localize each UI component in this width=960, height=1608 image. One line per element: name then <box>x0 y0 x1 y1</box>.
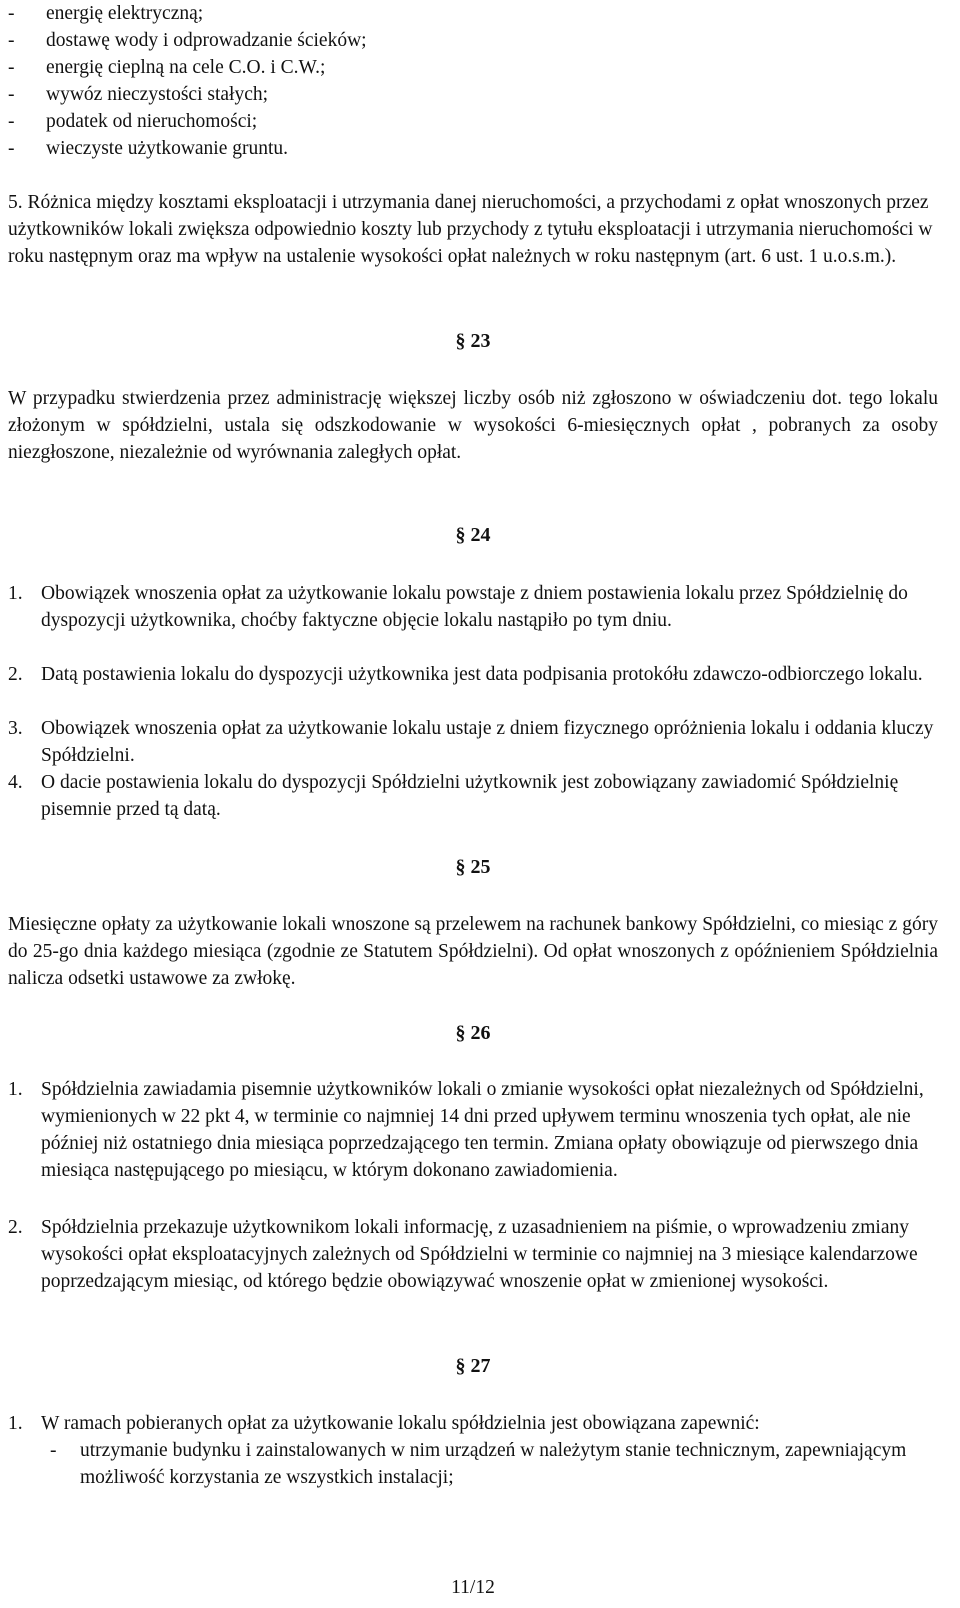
item-number: 3. <box>8 718 23 739</box>
section-heading-24: § 24 <box>455 524 491 546</box>
item-number: 2. <box>8 664 23 685</box>
item-text: W ramach pobieranych opłat za użytkowanie lokalu spółdzielnia jest obowiązana zapewnić: <box>41 1413 760 1434</box>
list-item: - energię cieplną na cele C.O. i C.W.; <box>8 54 367 81</box>
section-heading-27: § 27 <box>455 1355 491 1377</box>
point-number: 5. <box>8 192 23 213</box>
item-text: Obowiązek wnoszenia opłat za użytkowanie lokalu powstaje z dniem postawienia lokalu przez Spółdzielnię do dyspozycji użytkownika, choćby faktyczne objęcie lokalu nastąpiło po tym dniu. <box>41 583 908 631</box>
list-item: - wywóz nieczystości stałych; <box>8 81 367 108</box>
item-text: O dacie postawienia lokalu do dyspozycji Spółdzielni użytkownik jest zobowiązany zawiadomić Spółdzielnię pisemnie przed tą datą. <box>41 772 899 820</box>
item-text: Spółdzielnia przekazuje użytkownikom lokali informację, z uzasadnieniem na piśmie, o wprowadzeniu zmiany wysokości opłat eksploatacyjnych zależnych od Spółdzielni w terminie co najmniej na 3 miesiące kalendarzowe poprzedzającym miesiąc, od którego będzie obowiązywać wnoszenie opłat w zmienionej wysokości. <box>41 1217 918 1292</box>
item-text: Obowiązek wnoszenia opłat za użytkowanie lokalu ustaje z dniem fizycznego opróżnienia lokalu i oddania kluczy Spółdzielni. <box>41 718 934 766</box>
section-heading-25: § 25 <box>455 856 491 878</box>
list-item: - energię elektryczną; <box>8 0 367 27</box>
point-5 <box>8 189 938 270</box>
list-item: - dostawę wody i odprowadzanie ścieków; <box>8 27 367 54</box>
s26-item-2 <box>8 1214 938 1295</box>
s27-item-1 <box>8 1410 938 1437</box>
intro-list <box>8 0 367 162</box>
section-25-text: Miesięczne opłaty za użytkowanie lokali wnoszone są przelewem na rachunek bankowy Spółdzielni, co miesiąc z góry do 25-go dnia każdego miesiąca (zgodnie ze Statutem Spółdzielni). Od opłat wnoszonych z opóźnieniem Spółdzielnia nalicza odsetki ustawowe za zwłokę. <box>8 914 938 989</box>
s27-subitem <box>8 1437 938 1491</box>
item-number: 4. <box>8 772 23 793</box>
s24-item-1 <box>8 580 938 634</box>
list-item: - wieczyste użytkowanie gruntu. <box>8 135 367 162</box>
dash-marker: - <box>50 1440 57 1461</box>
item-number: 1. <box>8 1079 23 1100</box>
point-text: Różnica między kosztami eksploatacji i utrzymania danej nieruchomości, a przychodami z opłat wnoszonych przez użytkowników lokali zwiększa odpowiednio koszty lub przychody z tytułu eksploatacji i utrzymania nieruchomości w roku następnym oraz ma wpływ na ustalenie wysokości opłat należnych w roku następnym (art. 6 ust. 1 u.o.s.m.). <box>8 192 933 267</box>
subitem-text: utrzymanie budynku i zainstalowanych w nim urządzeń w należytym stanie technicznym, zapewniającym możliwość korzystania ze wszystkich instalacji; <box>80 1440 907 1488</box>
list-item: - podatek od nieruchomości; <box>8 108 367 135</box>
section-heading-26: § 26 <box>455 1022 491 1044</box>
s24-item-3 <box>8 715 938 769</box>
s26-item-1 <box>8 1076 938 1184</box>
section-heading-23: § 23 <box>455 330 491 352</box>
item-number: 1. <box>8 583 23 604</box>
item-number: 2. <box>8 1217 23 1238</box>
item-number: 1. <box>8 1413 23 1434</box>
section-23-text: W przypadku stwierdzenia przez administrację większej liczby osób niż zgłoszono w oświadczeniu dot. tego lokalu złożonym w spółdzielni, ustala się odszkodowanie w wysokości 6-miesięcznych opłat , pobranych za osoby niezgłoszone, niezależnie od wyrównania zaległych opłat. <box>8 388 938 463</box>
s24-item-2 <box>8 661 938 688</box>
item-text: Spółdzielnia zawiadamia pisemnie użytkowników lokali o zmianie wysokości opłat niezależnych od Spółdzielni, wymienionych w 22 pkt 4, w terminie co najmniej 14 dni przed upływem terminu wnoszenia tych opłat, ale nie później niż ostatniego dnia miesiąca poprzedzającego ten termin. Zmiana opłaty obowiązuje od pierwszego dnia miesiąca następującego po miesiącu, w którym dokonano zawiadomienia. <box>41 1079 924 1181</box>
page-number: 11/12 <box>451 1577 495 1598</box>
item-text: Datą postawienia lokalu do dyspozycji użytkownika jest data podpisania protokółu zdawczo-odbiorczego lokalu. <box>41 664 923 685</box>
s24-item-4 <box>8 769 938 823</box>
